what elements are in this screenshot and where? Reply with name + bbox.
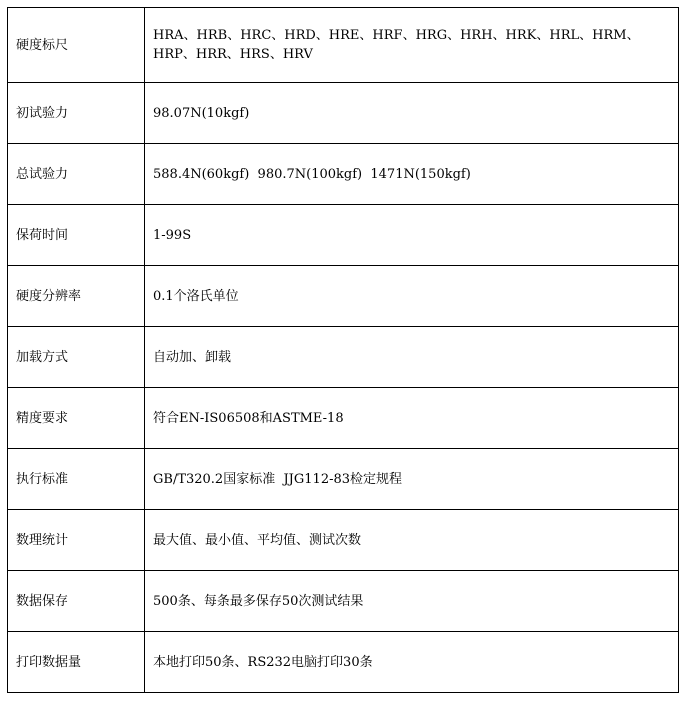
row-value: 本地打印50条、RS232电脑打印30条	[145, 632, 679, 693]
table-row	[8, 449, 679, 510]
row-label: 硬度标尺	[8, 8, 145, 83]
row-value: 588.4N(60kgf) 980.7N(100kgf) 1471N(150kgf)	[145, 144, 679, 205]
table-row	[8, 571, 679, 632]
spec-table	[7, 7, 679, 693]
table-row	[8, 266, 679, 327]
row-value: 自动加、卸载	[145, 327, 679, 388]
row-label: 精度要求	[8, 388, 145, 449]
row-value: 1-99S	[145, 205, 679, 266]
row-label: 保荷时间	[8, 205, 145, 266]
row-label: 数据保存	[8, 571, 145, 632]
row-value: 0.1个洛氏单位	[145, 266, 679, 327]
table-row	[8, 388, 679, 449]
row-value: 500条、每条最多保存50次测试结果	[145, 571, 679, 632]
row-value: HRA、HRB、HRC、HRD、HRE、HRF、HRG、HRH、HRK、HRL、HRM、HRP、HRR、HRS、HRV	[145, 8, 679, 83]
table-row	[8, 510, 679, 571]
row-label: 加载方式	[8, 327, 145, 388]
row-label: 数理统计	[8, 510, 145, 571]
row-label: 执行标准	[8, 449, 145, 510]
row-label: 初试验力	[8, 83, 145, 144]
row-value: 最大值、最小值、平均值、测试次数	[145, 510, 679, 571]
table-row	[8, 205, 679, 266]
row-value: GB/T320.2国家标准 JJG112-83检定规程	[145, 449, 679, 510]
table-row	[8, 327, 679, 388]
table-row	[8, 144, 679, 205]
table-row	[8, 632, 679, 693]
row-value: 98.07N(10kgf)	[145, 83, 679, 144]
row-value: 符合EN-IS06508和ASTME-18	[145, 388, 679, 449]
row-label: 打印数据量	[8, 632, 145, 693]
table-row	[8, 83, 679, 144]
row-label: 总试验力	[8, 144, 145, 205]
row-label: 硬度分辨率	[8, 266, 145, 327]
table-row	[8, 8, 679, 83]
